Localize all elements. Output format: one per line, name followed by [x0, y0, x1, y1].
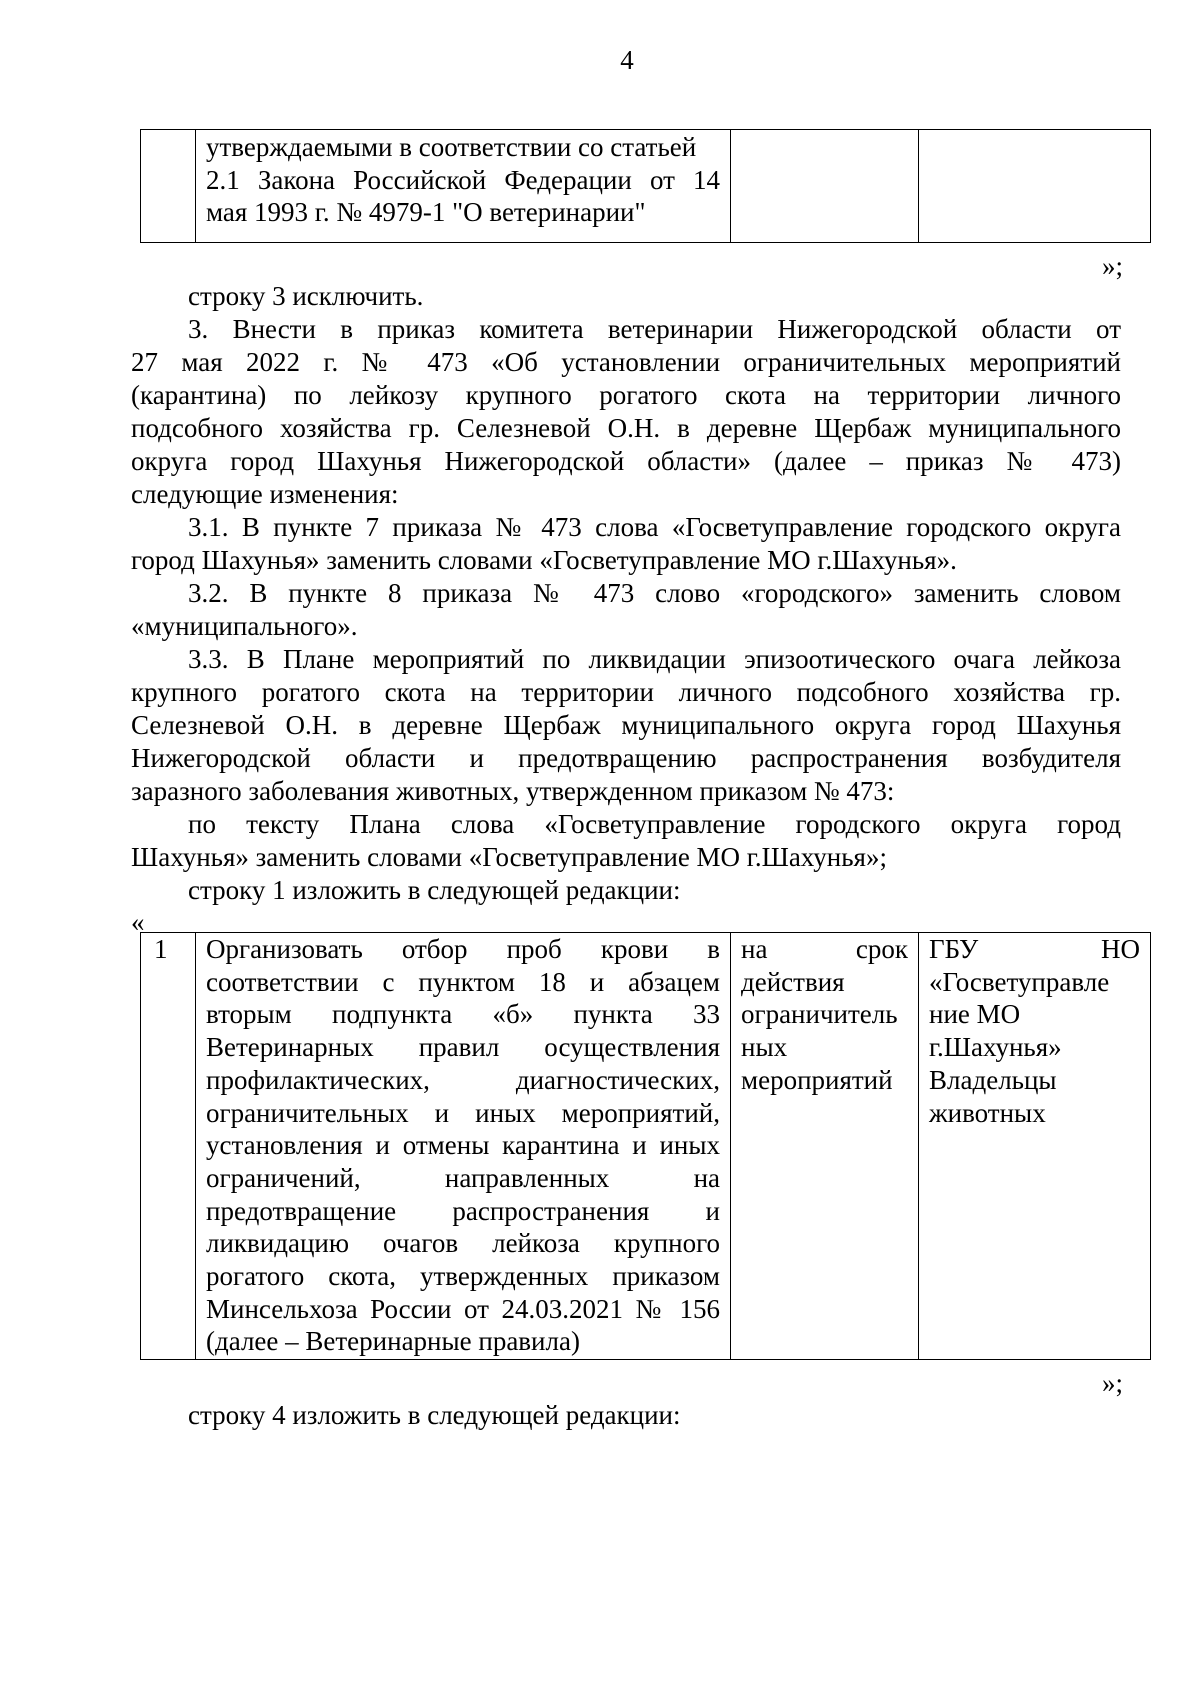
paragraph-line: строку 1 изложить в следующей редакции:: [188, 875, 681, 905]
table-replacement-row: [140, 932, 1151, 1360]
cell-text-line: соответствии с пунктом 18 и абзацем: [206, 966, 720, 997]
paragraph-line: Селезневой О.Н. в деревне Щербаж муниципального округа город Шахунья: [131, 710, 1121, 740]
paragraph-line: заразного заболевания животных, утвержденном приказом № 473:: [131, 776, 895, 806]
cell-text-line: ликвидацию очагов лейкоза крупного: [206, 1228, 720, 1259]
cell-term: [731, 933, 919, 1360]
cell-text-line: установления и отмены карантина и иных: [206, 1130, 720, 1161]
paragraph-line: следующие изменения:: [131, 479, 399, 509]
closing-quote: »;: [1101, 1368, 1123, 1398]
paragraph-line: округа город Шахунья Нижегородской области» (далее – приказ № 473): [131, 446, 1121, 476]
paragraph-line: строку 3 исключить.: [188, 281, 424, 311]
cell-text-line: (далее – Ветеринарные правила): [206, 1326, 580, 1357]
paragraph-line: город Шахунья» заменить словами «Госветуправление МО г.Шахунья».: [131, 545, 957, 575]
paragraph-line: строку 4 изложить в следующей редакции:: [188, 1400, 681, 1430]
paragraph-line: 27 мая 2022 г. № 473 «Об установлении ограничительных мероприятий: [131, 347, 1121, 377]
table-row: [141, 933, 1151, 1360]
paragraph-line: 3.2. В пункте 8 приказа № 473 слово «городского» заменить словом: [188, 578, 1121, 608]
cell-text-line: ние МО: [929, 999, 1021, 1030]
paragraph-line: по тексту Плана слова «Госветуправление городского округа город: [188, 809, 1121, 839]
cell-text-line: предотвращение распространения и: [206, 1195, 720, 1226]
paragraph-line: «муниципального».: [131, 611, 358, 641]
cell-text-line: профилактических, диагностических,: [206, 1064, 720, 1095]
cell-responsible: [919, 933, 1151, 1360]
cell-text-line: рогатого скота, утвержденных приказом: [206, 1261, 720, 1292]
cell-text-line: ГБУ НО: [929, 934, 1140, 964]
cell-text-line: действия: [741, 966, 845, 997]
paragraph-line: Шахунья» заменить словами «Госветуправление МО г.Шахунья»;: [131, 842, 887, 872]
cell-text-line: на срок: [741, 934, 908, 964]
cell-text-line: ограничитель: [741, 999, 898, 1030]
cell-text-line: «Госветуправле: [929, 966, 1110, 997]
cell-responsible: [919, 130, 1151, 243]
cell-text-line: утверждаемыми в соответствии со статьей: [206, 132, 697, 162]
cell-number: [141, 130, 196, 243]
table-row: [141, 130, 1151, 243]
cell-text-line: животных: [929, 1097, 1046, 1128]
opening-quote: «: [131, 907, 145, 937]
cell-text-line: Минсельхоза России от 24.03.2021 № 156: [206, 1293, 720, 1324]
cell-text-line: Организовать отбор проб крови в: [206, 934, 720, 964]
cell-description: [196, 933, 731, 1360]
paragraph-line: подсобного хозяйства гр. Селезневой О.Н. в деревне Щербаж муниципального: [131, 413, 1121, 443]
cell-text-line: вторым подпункта «б» пункта 33: [206, 999, 720, 1030]
table-continuation: [140, 129, 1151, 243]
cell-text-line: Владельцы: [929, 1064, 1057, 1095]
paragraph-line: крупного рогатого скота на территории личного подсобного хозяйства гр.: [131, 677, 1121, 707]
cell-text-line: мая 1993 г. № 4979-1 "О ветеринарии": [206, 197, 646, 228]
paragraph-line: 3. Внести в приказ комитета ветеринарии Нижегородской области от: [188, 314, 1121, 344]
cell-term: [731, 130, 919, 243]
cell-text-line: ограничительных и иных мероприятий,: [206, 1097, 720, 1128]
cell-text-line: мероприятий: [741, 1064, 893, 1095]
cell-text-line: ограничений, направленных на: [206, 1162, 720, 1193]
page-number: 4: [620, 45, 634, 75]
paragraph-line: 3.1. В пункте 7 приказа № 473 слова «Госветуправление городского округа: [188, 512, 1121, 542]
cell-number: 1: [141, 933, 196, 1360]
paragraph-line: (карантина) по лейкозу крупного рогатого скота на территории личного: [131, 380, 1121, 410]
closing-quote: »;: [1101, 251, 1123, 281]
cell-text-line: 2.1 Закона Российской Федерации от 14: [206, 164, 720, 195]
paragraph-line: Нижегородской области и предотвращению распространения возбудителя: [131, 743, 1121, 773]
cell-description: [196, 130, 731, 243]
paragraph-line: 3.3. В Плане мероприятий по ликвидации эпизоотического очага лейкоза: [188, 644, 1121, 674]
cell-text-line: г.Шахунья»: [929, 1032, 1062, 1063]
cell-text-line: Ветеринарных правил осуществления: [206, 1032, 720, 1063]
cell-text-line: ных: [741, 1032, 788, 1063]
